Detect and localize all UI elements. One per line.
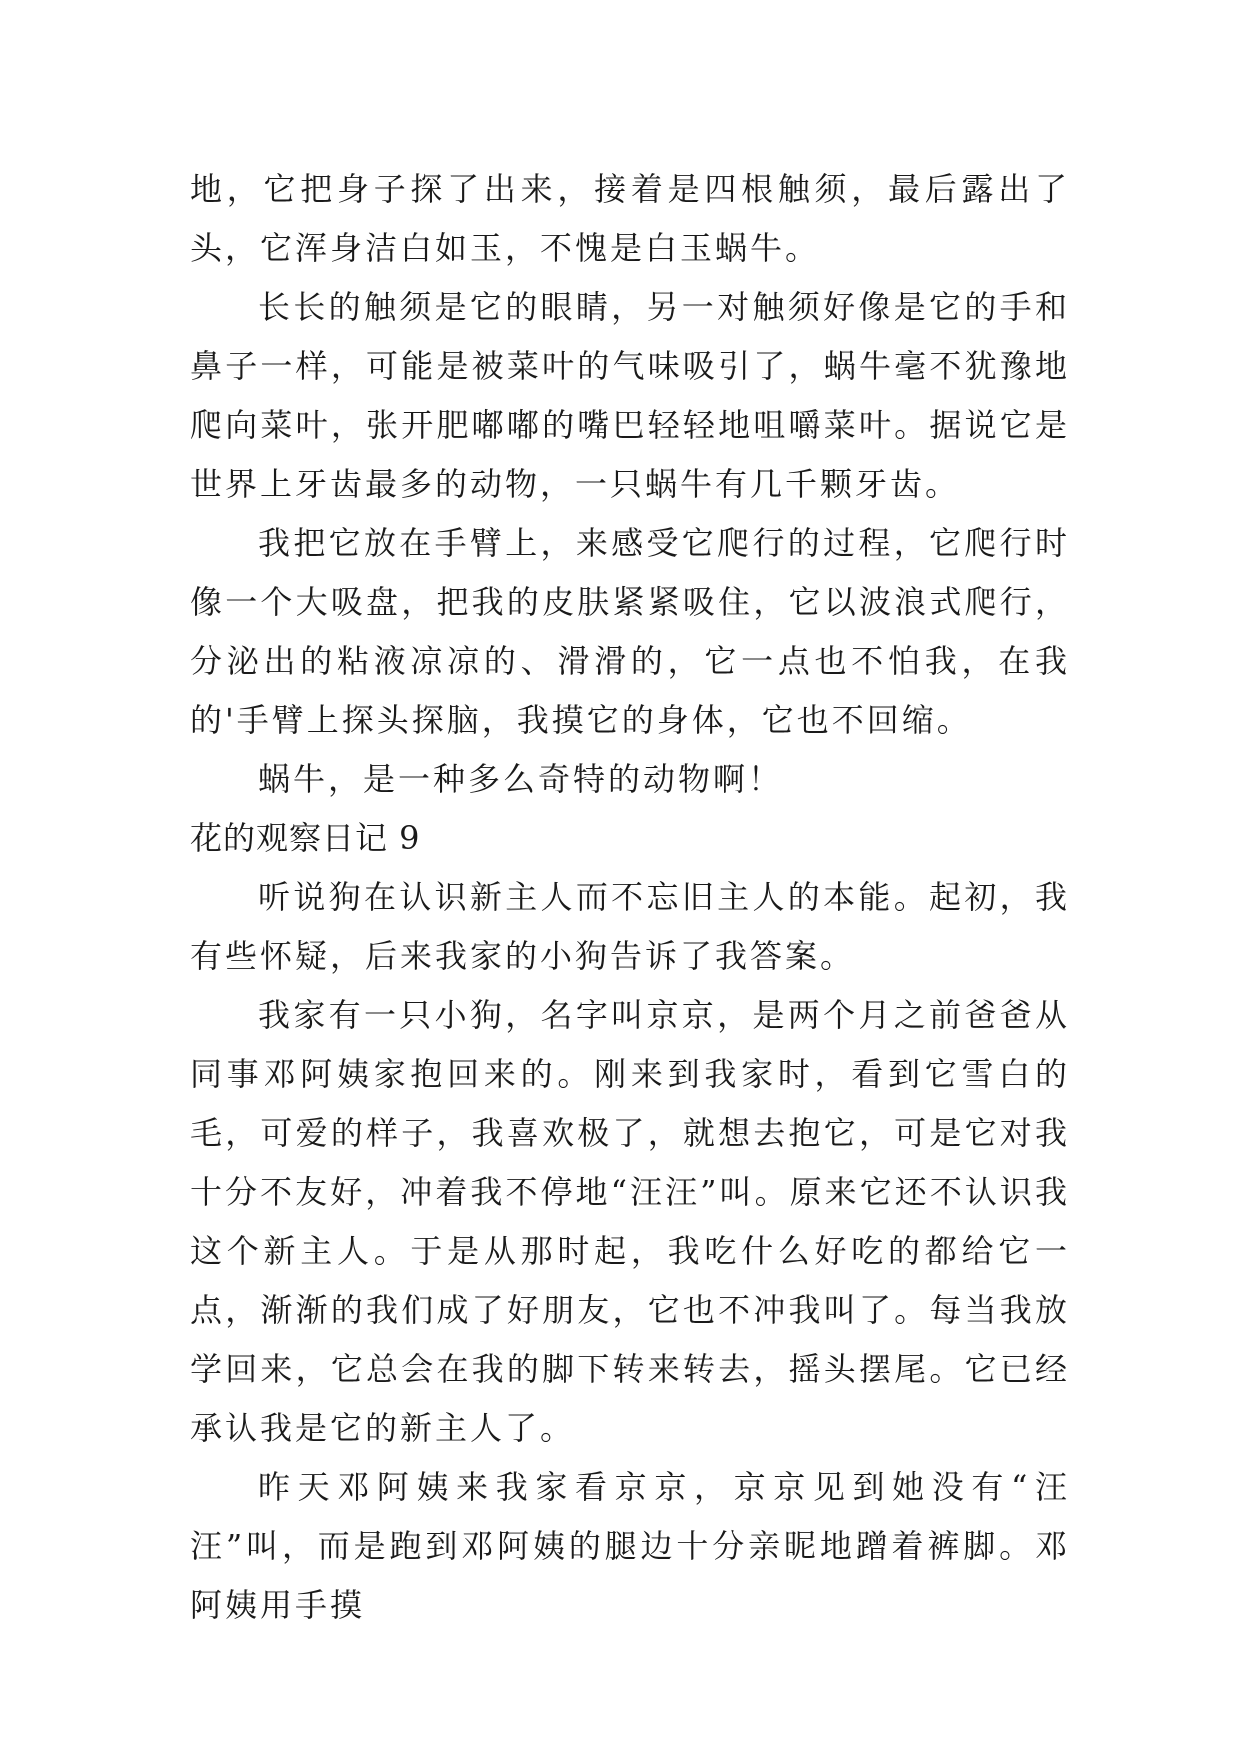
paragraph-dog-story: 我家有一只小狗，名字叫京京，是两个月之前爸爸从同事邓阿姨家抱回来的。刚来到我家时，看到它雪白的毛，可爱的样子，我喜欢极了，就想去抱它，可是它对我十分不友好，冲着我不停地“汪汪”叫。原来它还不认识我这个新主人。于是从那时起，我吃什么好吃的都给它一点，渐渐的我们成了好朋友，它也不冲我叫了。每当我放学回来，它总会在我的脚下转来转去，摇头摆尾。它已经承认我是它的新主人了。 [190, 996, 1070, 1447]
paragraph-snail-antennae: 长长的触须是它的眼睛，另一对触须好像是它的手和鼻子一样，可能是被菜叶的气味吸引了，蜗牛毫不犹豫地爬向菜叶，张开肥嘟嘟的嘴巴轻轻地咀嚼菜叶。据说它是世界上牙齿最多的动物，一只蜗牛有几千颗牙齿。 [190, 288, 1070, 503]
paragraph-snail-on-arm: 我把它放在手臂上，来感受它爬行的过程，它爬行时像一个大吸盘，把我的皮肤紧紧吸住，它以波浪式爬行，分泌出的粘液凉凉的、滑滑的，它一点也不怕我，在我的'手臂上探头探脑，我摸它的身体，它也不回缩。 [190, 524, 1070, 739]
paragraph-continuation: 地，它把身子探了出来，接着是四根触须，最后露出了头，它浑身洁白如玉，不愧是白玉蜗牛。 [190, 170, 1070, 267]
paragraph-snail-conclusion: 蜗牛，是一种多么奇特的动物啊！ [258, 760, 784, 798]
paragraph-dog-visit: 昨天邓阿姨来我家看京京，京京见到她没有“汪汪”叫，而是跑到邓阿姨的腿边十分亲昵地蹭着裤脚。邓阿姨用手摸 [190, 1468, 1070, 1624]
document-body [190, 160, 1070, 1635]
section-heading: 花的观察日记 9 [190, 819, 421, 857]
paragraph-dog-intro: 听说狗在认识新主人而不忘旧主人的本能。起初，我有些怀疑，后来我家的小狗告诉了我答案。 [190, 878, 1070, 975]
